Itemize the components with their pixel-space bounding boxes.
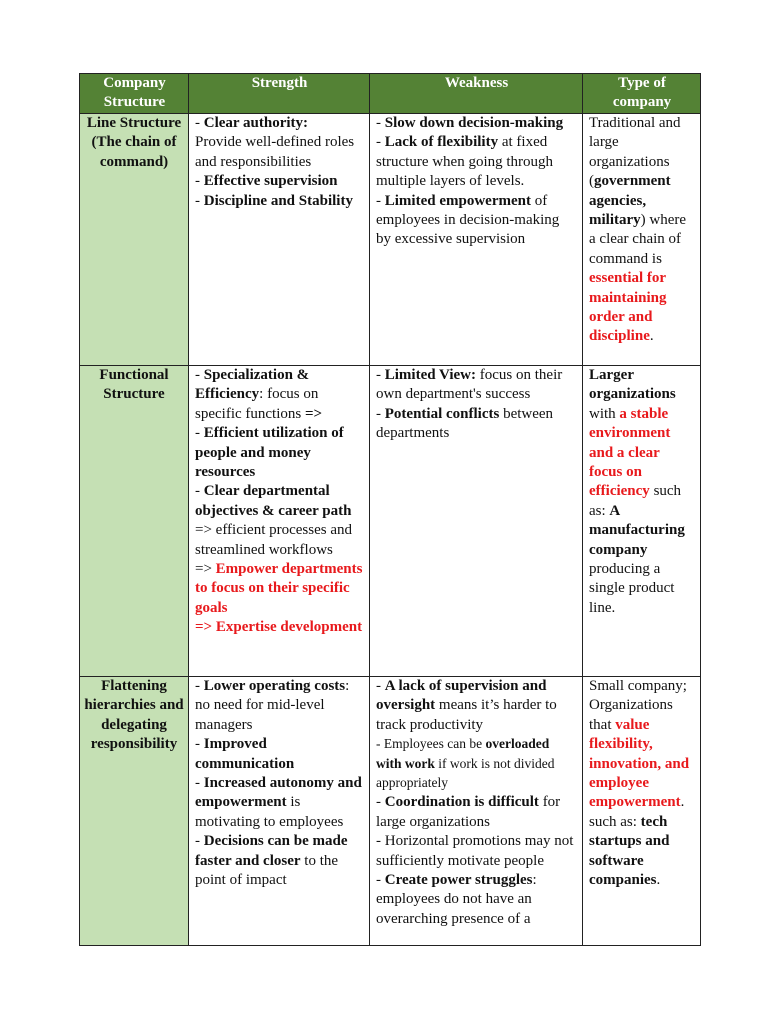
weakness-cell (370, 677, 583, 946)
cell-line (589, 677, 695, 890)
cell-line (589, 366, 695, 618)
cell-line (376, 735, 577, 793)
bold-text: Lower operating costs (203, 678, 346, 694)
highlight-text: => Expertise development (195, 619, 363, 636)
bold-text: Increased autonomy and empowerment (195, 775, 362, 811)
text-run: Small company; Organizations that (589, 678, 687, 733)
text-run: - (195, 115, 204, 131)
bold-text: Clear departmental objectives & career path (195, 483, 352, 519)
text-run: is motivating to employees (195, 794, 344, 830)
header-row (80, 74, 701, 114)
text-run: - (376, 115, 385, 131)
cell-line (195, 560, 364, 618)
bold-text: Lack of flexibility (384, 134, 499, 151)
text-run: => (195, 561, 216, 578)
bold-text: Create power struggles (384, 872, 533, 889)
text-run: - (195, 736, 204, 753)
cell-line (195, 618, 364, 637)
cell-line (195, 482, 364, 560)
header-strength: Strength (189, 74, 370, 114)
bold-text: government agencies, military (589, 173, 671, 229)
text-run: - (376, 872, 385, 889)
table-row (80, 114, 701, 366)
bold-text: Slow down decision-making (384, 115, 564, 131)
text-run: - Horizontal promotions may not sufficiently motivate people (376, 833, 574, 869)
cell-line (376, 192, 577, 250)
text-run: . (649, 328, 654, 345)
cell-line (376, 793, 577, 832)
text-run: - (195, 483, 204, 500)
text-run: - Employees can be (376, 736, 486, 752)
table-row (80, 366, 701, 677)
text-run: . (656, 872, 661, 889)
text-run: at fixed structure when going through multiple layers of levels. (376, 134, 554, 190)
text-run: . such as: (589, 794, 685, 830)
cell-line (376, 677, 577, 735)
cell-line (195, 172, 364, 191)
bold-text: Discipline and Stability (203, 192, 353, 209)
text-run: means it’s harder to track productivity (376, 697, 557, 733)
text-run: focus on their own department's success (376, 367, 563, 403)
text-run: - (195, 678, 204, 694)
table-row (80, 677, 701, 946)
bold-text: Larger organizations (589, 367, 676, 403)
row-label: Line Structure (The chain of command) (80, 114, 189, 366)
company-structure-table (79, 73, 701, 946)
header-company-structure: Company Structure (80, 74, 189, 114)
cell-line (376, 133, 577, 191)
text-run: - (376, 192, 385, 209)
text-run: with (589, 405, 620, 422)
cell-line (195, 133, 364, 172)
bold-text: Improved communication (195, 736, 295, 772)
company-type-cell (583, 677, 701, 946)
text-run: : no need for mid-level managers (195, 678, 350, 733)
text-run: : focus on specific functions (195, 386, 319, 422)
text-run: producing a single product line. (589, 561, 675, 616)
cell-line (195, 424, 364, 482)
text-run: - (376, 134, 385, 151)
text-run: to the point of impact (195, 852, 339, 889)
bold-text: Clear authority: (203, 115, 309, 131)
text-run: for large organizations (376, 794, 561, 830)
text-run: - (376, 794, 385, 811)
text-run: - (376, 678, 385, 694)
text-run: : employees do not have an overarching presence of a (376, 872, 537, 927)
text-run: - (195, 833, 204, 850)
row-label: Functional Structure (80, 366, 189, 677)
cell-line (376, 114, 577, 133)
header-type-of-company: Type of company (583, 74, 701, 114)
cell-line (376, 366, 577, 405)
bold-text: Specialization & Efficiency (195, 367, 310, 403)
cell-line (376, 871, 577, 929)
text-run: - (195, 192, 204, 209)
bold-text: Coordination is difficult (384, 794, 539, 811)
bold-text: Efficient utilization of people and money resources (195, 425, 344, 481)
text-run: - (195, 425, 204, 442)
strength-cell (189, 366, 370, 677)
weakness-cell (370, 366, 583, 677)
bold-text: Effective supervision (203, 173, 338, 190)
text-run: such as: (589, 483, 682, 519)
text-run: - (195, 775, 204, 792)
text-run: of employees in decision-making by excessive supervision (376, 192, 560, 248)
text-run: Provide well-defined roles and responsibilities (195, 134, 355, 170)
highlight-text: a stable environment and a clear focus on efficiency (589, 405, 671, 500)
highlight-text: Empower departments to focus on their specific goals (195, 561, 363, 616)
cell-line (376, 832, 577, 871)
text-run: - (195, 367, 204, 383)
text-run: => efficient processes and streamlined workflows (195, 522, 353, 558)
text-run: ) where a clear chain of command is (589, 212, 687, 267)
text-run: between departments (376, 405, 554, 442)
company-type-cell (583, 114, 701, 366)
cell-line (195, 114, 364, 133)
cell-line (195, 832, 364, 890)
bold-text: Limited empowerment (384, 192, 531, 209)
highlight-text: value flexibility, innovation, and employee empowerment (589, 716, 690, 811)
strength-cell (189, 677, 370, 946)
bold-text: A manufacturing company (589, 502, 685, 558)
text-run: Traditional and large organizations ( (589, 115, 681, 190)
text-run: if work is not divided appropriately (376, 755, 555, 791)
text-run: - (195, 173, 204, 190)
header-weakness: Weakness (370, 74, 583, 114)
strength-cell (189, 114, 370, 366)
weakness-cell (370, 114, 583, 366)
row-label: Flattening hierarchies and delegating responsibility (80, 677, 189, 946)
cell-line (195, 366, 364, 424)
cell-line (195, 192, 364, 211)
bold-text: tech startups and software companies (589, 813, 670, 889)
bold-text: Limited View: (384, 367, 476, 383)
company-type-cell (583, 366, 701, 677)
cell-line (376, 405, 577, 444)
cell-line (195, 735, 364, 774)
cell-line (589, 114, 695, 347)
bold-text: Decisions can be made faster and closer (195, 833, 348, 869)
bold-text: overloaded with work (376, 736, 550, 771)
highlight-text: essential for maintaining order and discipline (589, 270, 667, 345)
bold-text: Potential conflicts (384, 405, 500, 422)
bold-text: A lack of supervision and oversight (376, 678, 547, 714)
text-run: - (376, 367, 385, 383)
cell-line (195, 677, 364, 735)
cell-line (195, 774, 364, 832)
bold-text: => (304, 405, 323, 422)
text-run: - (376, 405, 385, 422)
